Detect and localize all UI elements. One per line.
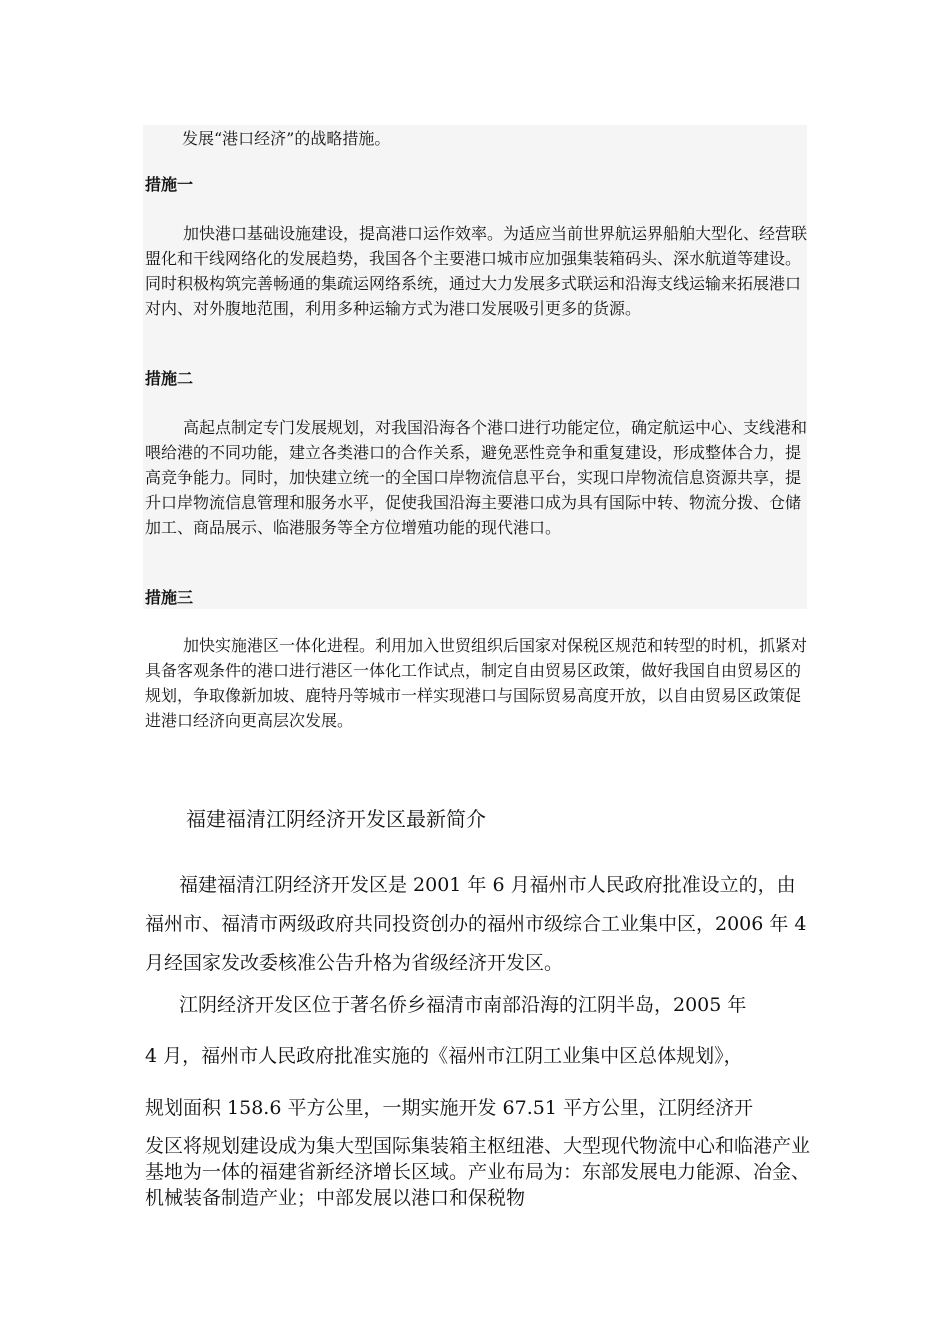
- measure-3-heading: 措施三: [145, 588, 194, 607]
- intro-paragraph: 福建福清江阴经济开发区是 2001 年 6 月福州市人民政府批准设立的，由福州市、福清市两级政府共同投资创办的福州市级综合工业集中区，2006 年 4 月经国家发改委核准公告升格为省级经济开发区。: [145, 874, 807, 974]
- intro-line: 发展“港口经济”的战略措施。: [182, 129, 391, 148]
- measure-1-heading: 措施一: [145, 175, 194, 194]
- measure-1-text: 加快港口基础设施建设，提高港口运作效率。为适应当前世界航运界船舶大型化、经营联盟化和干线网络化的发展趋势，我国各个主要港口城市应加强集装箱码头、深水航道等建设。同时积极构筑完善畅通的集疏运网络系统，通过大力发展多式联运和沿海支线运输来拓展港口对内、对外腹地范围，利用多种运输方式为港口发展吸引更多的货源。: [145, 224, 808, 318]
- location-line-2: 4 月，福州市人民政府批准实施的《福州市江阴工业集中区总体规划》，: [145, 1045, 743, 1067]
- location-paragraph-rest: 发区将规划建设成为集大型国际集装箱主枢纽港、大型现代物流中心和临港产业基地为一体的福建省新经济增长区域。产业布局为：东部发展电力能源、冶金、机械装备制造产业；中部发展以港口和保税物: [145, 1135, 811, 1209]
- location-line-1: 江阴经济开发区位于著名侨乡福清市南部沿海的江阴半岛，2005 年: [179, 994, 747, 1016]
- section-title: 福建福清江阴经济开发区最新简介: [186, 807, 486, 831]
- measure-2-text: 高起点制定专门发展规划，对我国沿海各个港口进行功能定位，确定航运中心、支线港和喂给港的不同功能，建立各类港口的合作关系，避免恶性竞争和重复建设，形成整体合力，提高竞争能力。同时，加快建立统一的全国口岸物流信息平台，实现口岸物流信息资源共享，提升口岸物流信息管理和服务水平，促使我国沿海主要港口成为具有国际中转、物流分拨、仓储加工、商品展示、临港服务等全方位增殖功能的现代港口。: [145, 418, 808, 537]
- measure-2-heading: 措施二: [145, 369, 194, 388]
- location-line-3: 规划面积 158.6 平方公里，一期实施开发 67.51 平方公里，江阴经济开: [145, 1097, 753, 1119]
- measure-3-text: 加快实施港区一体化进程。利用加入世贸组织后国家对保税区规范和转型的时机，抓紧对具备客观条件的港口进行港区一体化工作试点，制定自由贸易区政策，做好我国自由贸易区的规划，争取像新加坡、鹿特丹等城市一样实现港口与国际贸易高度开放，以自由贸易区政策促进港口经济向更高层次发展。: [145, 636, 808, 730]
